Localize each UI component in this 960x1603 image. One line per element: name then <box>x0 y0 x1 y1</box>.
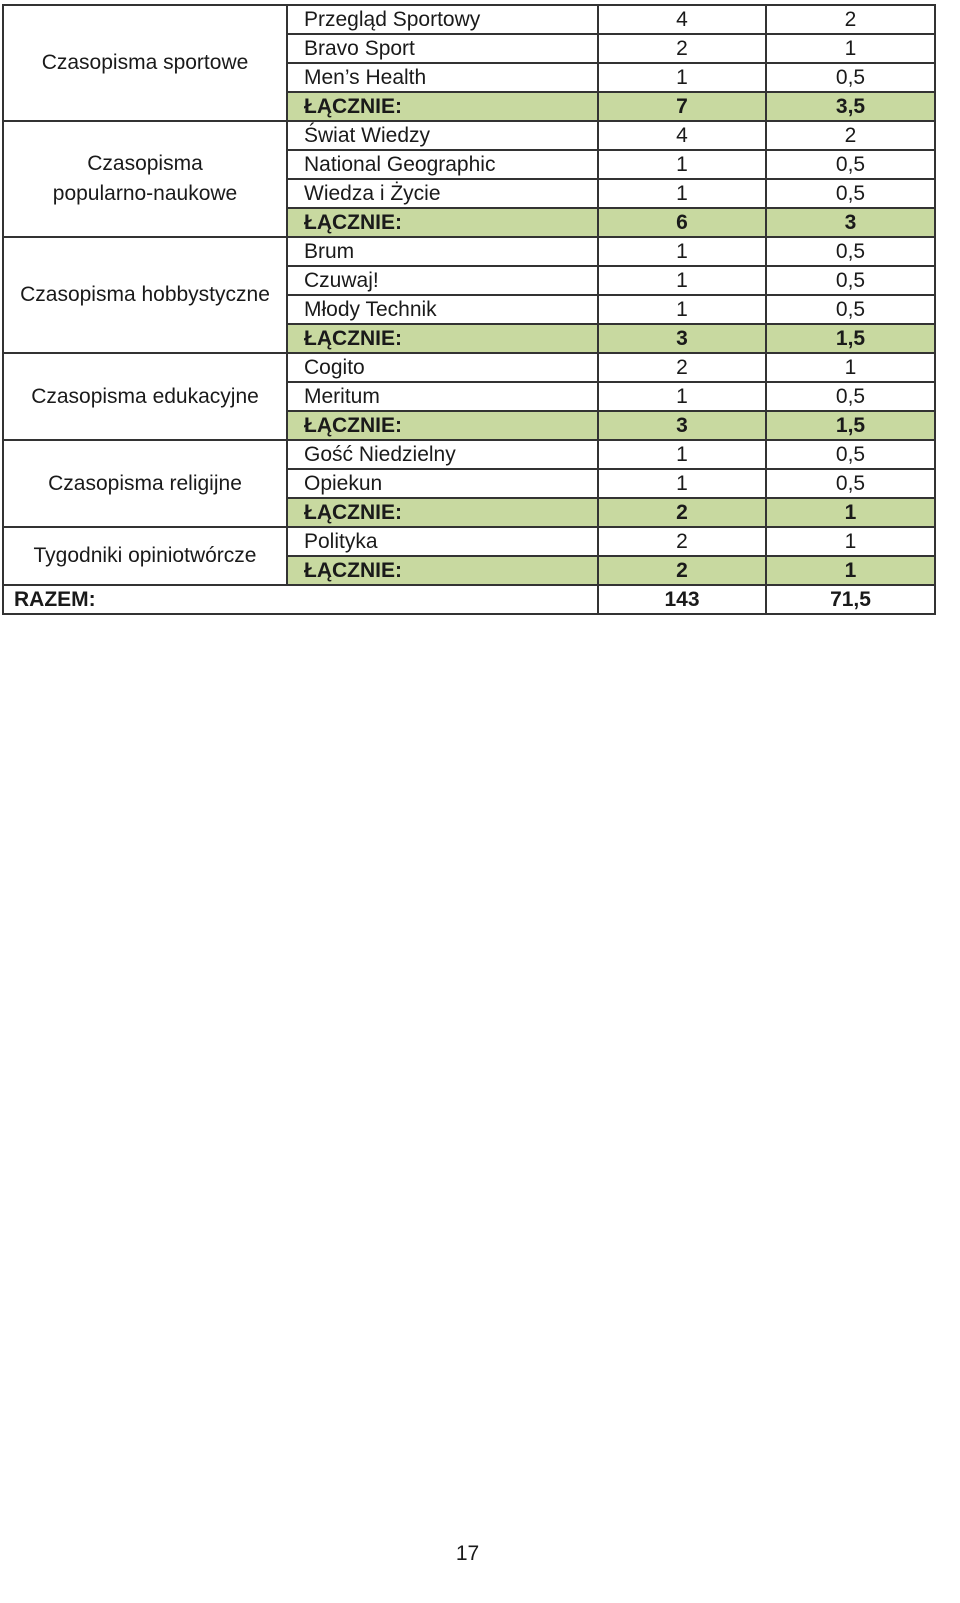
count-a: 1 <box>598 440 766 469</box>
subtotal-label: ŁĄCZNIE: <box>287 556 598 585</box>
count-b: 0,5 <box>766 150 935 179</box>
count-b: 0,5 <box>766 440 935 469</box>
magazine-title: Bravo Sport <box>287 34 598 63</box>
page-number: 17 <box>455 1542 480 1565</box>
subtotal-a: 3 <box>598 324 766 353</box>
subtotal-label: ŁĄCZNIE: <box>287 498 598 527</box>
count-a: 1 <box>598 179 766 208</box>
count-b: 2 <box>766 5 935 34</box>
magazine-title: Polityka <box>287 527 598 556</box>
count-b: 0,5 <box>766 469 935 498</box>
count-b: 1 <box>766 527 935 556</box>
subtotal-a: 2 <box>598 498 766 527</box>
table-row <box>3 527 935 556</box>
count-a: 1 <box>598 469 766 498</box>
category-label: Czasopisma religijne <box>3 440 287 527</box>
table-row <box>3 237 935 266</box>
magazine-title: Młody Technik <box>287 295 598 324</box>
magazine-title: Men’s Health <box>287 63 598 92</box>
count-a: 2 <box>598 34 766 63</box>
count-a: 1 <box>598 63 766 92</box>
magazine-title: Meritum <box>287 382 598 411</box>
subtotal-b: 3 <box>766 208 935 237</box>
count-b: 0,5 <box>766 295 935 324</box>
table-row <box>3 353 935 382</box>
subtotal-label: ŁĄCZNIE: <box>287 208 598 237</box>
count-a: 2 <box>598 353 766 382</box>
subtotal-b: 1 <box>766 498 935 527</box>
magazine-title: Przegląd Sportowy <box>287 5 598 34</box>
magazine-title: Czuwaj! <box>287 266 598 295</box>
count-a: 1 <box>598 266 766 295</box>
subtotal-label: ŁĄCZNIE: <box>287 411 598 440</box>
count-b: 0,5 <box>766 382 935 411</box>
magazine-title: National Geographic <box>287 150 598 179</box>
subtotal-b: 1,5 <box>766 411 935 440</box>
count-b: 0,5 <box>766 266 935 295</box>
subtotal-a: 3 <box>598 411 766 440</box>
subtotal-b: 3,5 <box>766 92 935 121</box>
subtotal-a: 7 <box>598 92 766 121</box>
category-label: Czasopisma hobbystyczne <box>3 237 287 353</box>
count-b: 2 <box>766 121 935 150</box>
category-label: Czasopisma edukacyjne <box>3 353 287 440</box>
count-a: 4 <box>598 121 766 150</box>
count-b: 1 <box>766 353 935 382</box>
magazine-title: Wiedza i Życie <box>287 179 598 208</box>
subtotal-b: 1,5 <box>766 324 935 353</box>
table-row <box>3 121 935 150</box>
count-a: 2 <box>598 527 766 556</box>
magazine-title: Brum <box>287 237 598 266</box>
subtotal-label: ŁĄCZNIE: <box>287 324 598 353</box>
count-a: 1 <box>598 237 766 266</box>
subtotal-b: 1 <box>766 556 935 585</box>
count-a: 1 <box>598 382 766 411</box>
category-label: Tygodniki opiniotwórcze <box>3 527 287 585</box>
magazines-table <box>2 4 936 615</box>
count-a: 1 <box>598 295 766 324</box>
count-b: 0,5 <box>766 179 935 208</box>
table-row <box>3 5 935 34</box>
count-a: 4 <box>598 5 766 34</box>
category-label: Czasopisma sportowe <box>3 5 287 121</box>
count-b: 0,5 <box>766 63 935 92</box>
grand-total-label: RAZEM: <box>3 585 598 614</box>
magazine-title: Cogito <box>287 353 598 382</box>
subtotal-label: ŁĄCZNIE: <box>287 92 598 121</box>
grand-total-b: 71,5 <box>766 585 935 614</box>
count-b: 0,5 <box>766 237 935 266</box>
subtotal-a: 6 <box>598 208 766 237</box>
subtotal-a: 2 <box>598 556 766 585</box>
count-a: 1 <box>598 150 766 179</box>
magazine-title: Świat Wiedzy <box>287 121 598 150</box>
magazine-title: Opiekun <box>287 469 598 498</box>
grand-total-a: 143 <box>598 585 766 614</box>
magazine-title: Gość Niedzielny <box>287 440 598 469</box>
count-b: 1 <box>766 34 935 63</box>
grand-total-row <box>3 585 935 614</box>
category-label: Czasopisma popularno-naukowe <box>3 121 287 237</box>
table-row <box>3 440 935 469</box>
